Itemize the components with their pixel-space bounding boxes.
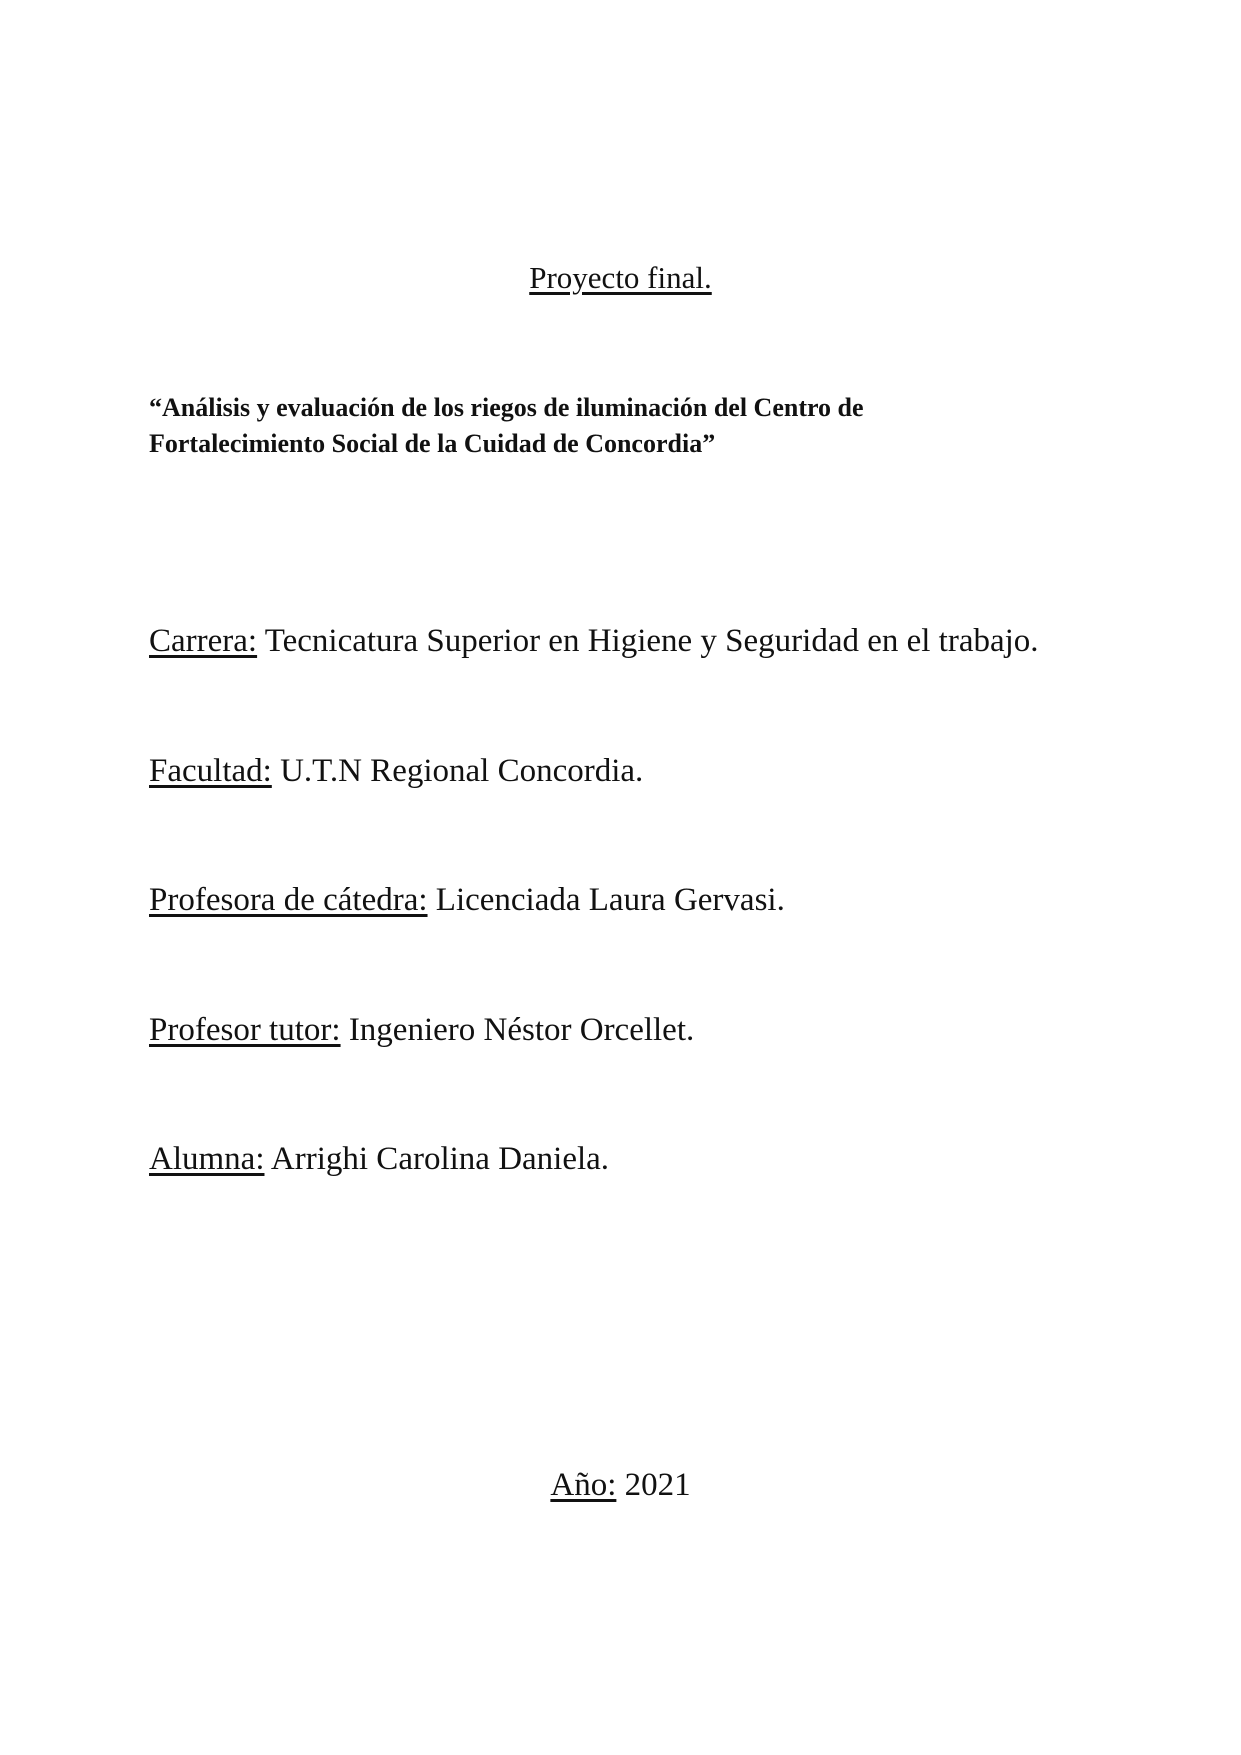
field-facultad	[149, 751, 1149, 791]
field-tutor-value: Ingeniero Néstor Orcellet.	[340, 1012, 695, 1048]
field-alumna	[149, 1139, 1149, 1179]
field-carrera-label: Carrera:	[149, 623, 258, 659]
project-subject-line-1: “Análisis y evaluación de los riegos de iluminación del Centro de	[149, 393, 864, 422]
field-profesora-label: Profesora de cátedra:	[149, 882, 428, 918]
field-alumna-label: Alumna:	[149, 1141, 265, 1177]
project-subject	[149, 390, 1009, 462]
field-facultad-label: Facultad:	[149, 753, 272, 789]
document-year	[0, 1465, 1241, 1505]
year-value: 2021	[616, 1467, 691, 1503]
field-carrera-value: Tecnicatura Superior en Higiene y Seguridad en el trabajo.	[257, 623, 1039, 659]
year-label: Año:	[550, 1467, 617, 1503]
project-subject-line-2: Fortalecimiento Social de la Cuidad de Concordia”	[149, 429, 716, 458]
field-profesora	[149, 880, 1149, 920]
field-carrera	[149, 621, 1149, 661]
field-tutor	[149, 1010, 1149, 1050]
document-title: Proyecto final.	[529, 260, 712, 295]
field-facultad-value: U.T.N Regional Concordia.	[271, 753, 644, 789]
field-alumna-value: Arrighi Carolina Daniela.	[264, 1141, 610, 1177]
field-profesora-value: Licenciada Laura Gervasi.	[427, 882, 785, 918]
field-tutor-label: Profesor tutor:	[149, 1012, 341, 1048]
